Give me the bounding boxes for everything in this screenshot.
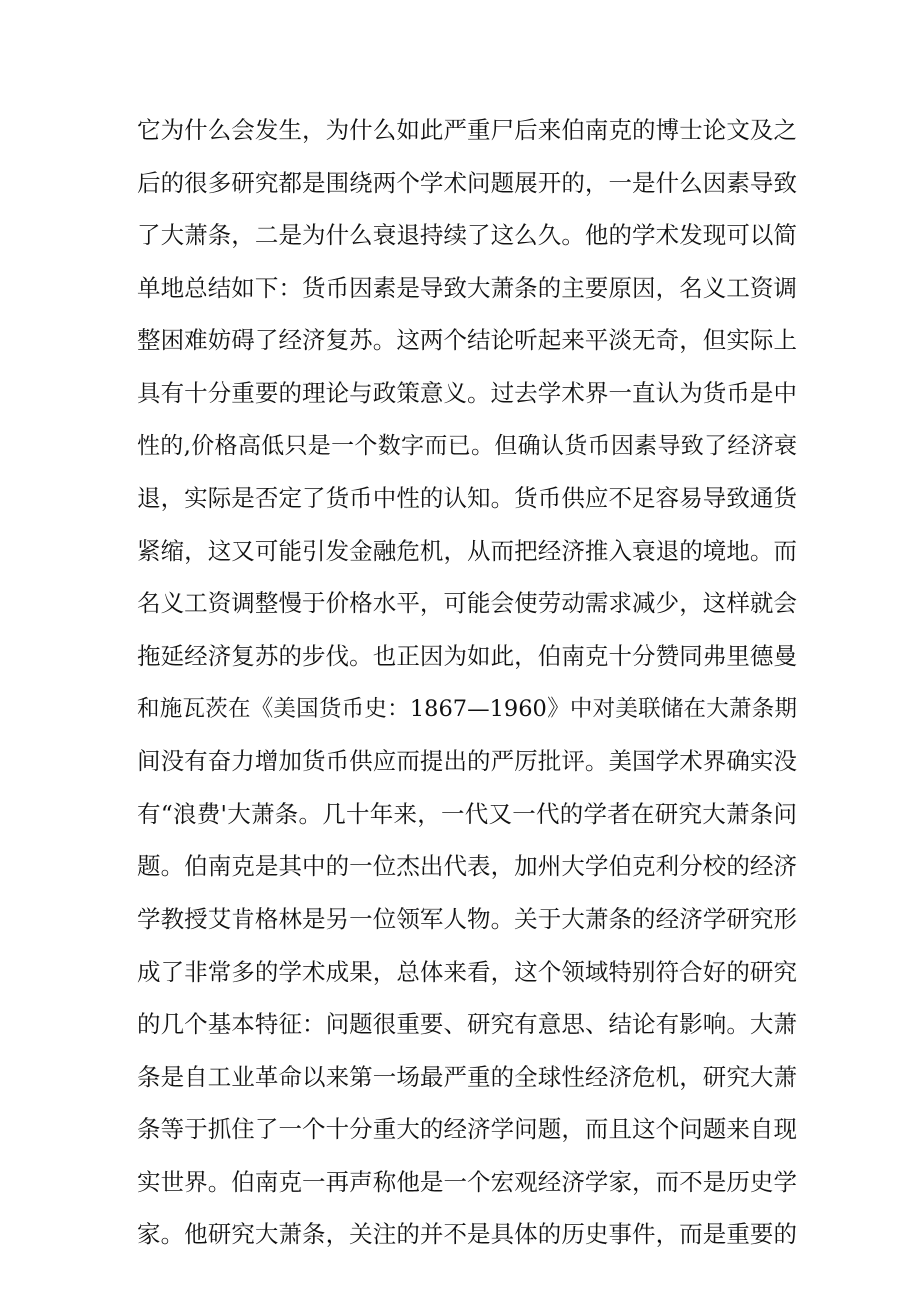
text-line: 条等于抓住了一个十分重大的经济学问题，而且这个问题来自现 xyxy=(137,1115,797,1144)
text-line: 单地总结如下：货币因素是导致大萧条的主要原因，名义工资调 xyxy=(137,273,797,302)
text-line: 学教授艾肯格林是另一位领军人物。关于大萧条的经济学研究形 xyxy=(137,904,797,933)
text-line: 和施瓦茨在《美国货币史：1867—1960》中对美联储在大萧条期 xyxy=(137,695,797,722)
text-line: 间没有奋力增加货币供应而提出的严厉批评。美国学术界确实没 xyxy=(137,747,797,776)
text-line: 名义工资调整慢于价格水平，可能会使劳动需求减少，这样就会 xyxy=(137,589,797,618)
text-line: 了大萧条，二是为什么衰退持续了这么久。他的学术发现可以简 xyxy=(137,221,797,250)
text-line: 性的,价格高低只是一个数字而已。但确认货币因素导致了经济衰 xyxy=(137,432,797,459)
text-line: 后的很多研究都是围绕两个学术问题展开的，一是什么因素导致 xyxy=(137,168,797,197)
text-line: 的几个基本特征：问题很重要、研究有意思、结论有影响。大萧 xyxy=(137,1010,797,1039)
text-line: 条是自工业革命以来第一场最严重的全球性经济危机，研究大萧 xyxy=(137,1062,797,1091)
body-paragraph xyxy=(137,104,797,1261)
text-line: 成了非常多的学术成果，总体来看，这个领域特别符合好的研究 xyxy=(137,957,797,986)
text-line: 题。伯南克是其中的一位杰出代表，加州大学伯克利分校的经济 xyxy=(137,852,797,881)
text-line: 拖延经济复苏的步伐。也正因为如此，伯南克十分赞同弗里德曼 xyxy=(137,641,797,670)
text-line: 具有十分重要的理论与政策意义。过去学术界一直认为货币是中 xyxy=(137,378,797,407)
text-line: 紧缩，这又可能引发金融危机，从而把经济推入衰退的境地。而 xyxy=(137,536,797,565)
text-line: 实世界。伯南克一再声称他是一个宏观经济学家，而不是历史学 xyxy=(137,1167,797,1196)
text-line: 退，实际是否定了货币中性的认知。货币供应不足容易导致通货 xyxy=(137,484,797,513)
text-line: 家。他研究大萧条，关注的并不是具体的历史事件，而是重要的 xyxy=(137,1220,797,1249)
text-line: 整困难妨碍了经济复苏。这两个结论听起来平淡无奇，但实际上 xyxy=(137,326,797,355)
text-line: 它为什么会发生，为什么如此严重尸后来伯南克的博士论文及之 xyxy=(137,116,797,144)
text-line: 有“浪费'大萧条。几十年来，一代又一代的学者在研究大萧条问 xyxy=(137,799,797,828)
